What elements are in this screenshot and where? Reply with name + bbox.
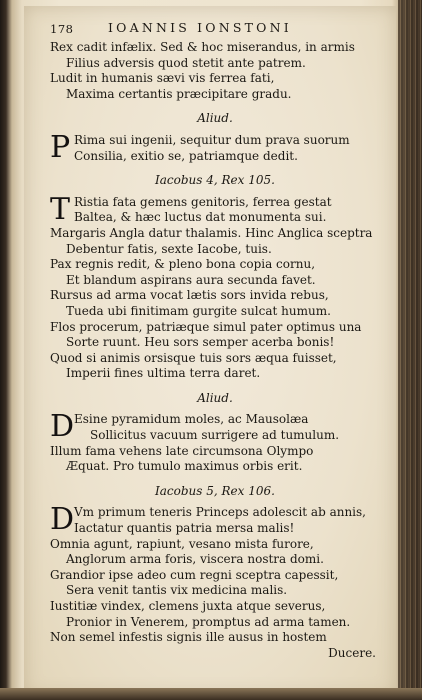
verse-line: Iactatur quantis patria mersa malis! [74,521,295,536]
verse-line: Sollicitus vacuum surrigere ad tumulum. [90,428,340,443]
verse-line: Ludit in humanis sævi vis ferrea fati, [50,71,275,86]
section-heading: Iacobus 5, Rex 106. [155,483,275,498]
verse-line: Rima sui ingenii, sequitur dum prava suorum [74,132,350,147]
poem-text [50,40,380,661]
verse-line: Vm primum teneris Princeps adolescit ab annis, [74,505,366,520]
stanza-with-initial [50,409,380,445]
stanza-with-initial [50,191,380,227]
verse-line: Margaris Angla datur thalamis. Hinc Anglica sceptra [50,225,373,240]
verse-line: Rex cadit infælix. Sed & hoc miserandus, in armis [50,40,355,54]
running-head: IOANNIS IONSTONI [108,20,292,35]
verse-line: Ristia fata gemens genitoris, ferrea gestat [74,194,332,209]
verse-line: Illum fama vehens late circumsona Olympo [50,443,314,458]
verse-line: Quod si animis orsisque tuis sors æqua fuisset, [50,350,337,365]
stanza-with-initial [50,502,380,538]
verse-line: Æquat. Pro tumulo maximus orbis erit. [66,459,303,474]
verse-line: Sera venit tantis vix medicina malis. [66,583,288,598]
verse-line: Rursus ad arma vocat lætis sors invida rebus, [50,288,329,303]
verse-line: Omnia agunt, rapiunt, vesano mista furore, [50,536,314,551]
verse-line: Et blandum aspirans aura secunda favet. [66,272,316,287]
section-heading: Aliud. [197,111,233,126]
page-number: 178 [50,22,74,36]
verse-line: Ducere. [328,645,376,660]
verse-line: Pronior in Venerem, promptus ad arma tamen. [66,614,351,629]
verse-line: Baltea, & hæc luctus dat monumenta sui. [74,210,327,225]
verse-line: Anglorum arma foris, viscera nostra domi. [66,552,324,567]
verse-line: Iustitiæ vindex, clemens juxta atque severus, [50,599,326,613]
verse-line: Flos procerum, patriæque simul pater optimus una [50,319,362,334]
page-edges [398,0,422,700]
verse-line: Consilia, exitio se, patriamque dedit. [74,148,298,163]
section-heading: Aliud. [197,390,233,405]
verse-line: Grandior ipse adeo cum regni sceptra capessit, [50,567,339,582]
drop-capital: D [50,409,75,445]
verse-line: Imperii fines ultima terra daret. [66,366,261,381]
verse-line: Sorte ruunt. Heu sors semper acerba bonis! [66,335,335,350]
verse-line: Pax regnis redit, & pleno bona copia cornu, [50,257,316,272]
verse-line: Esine pyramidum moles, ac Mausolæa [74,412,309,427]
drop-capital: T [50,191,71,227]
stanza-with-initial [50,129,380,165]
book-bottom-edge [0,688,422,700]
drop-capital: D [50,502,75,538]
verse-line: Filius adversis quod stetit ante patrem. [66,55,306,70]
verse-line: Maxima certantis præcipitare gradu. [66,86,292,101]
page-header [50,20,370,40]
section-heading: Iacobus 4, Rex 105. [155,173,275,188]
verse-line: Debentur fatis, sexte Iacobe, tuis. [66,241,272,256]
verse-line: Tueda ubi finitimam gurgite sulcat humum. [66,303,331,318]
drop-capital: P [50,129,71,165]
verse-line: Non semel infestis signis ille ausus in hostem [50,630,327,645]
